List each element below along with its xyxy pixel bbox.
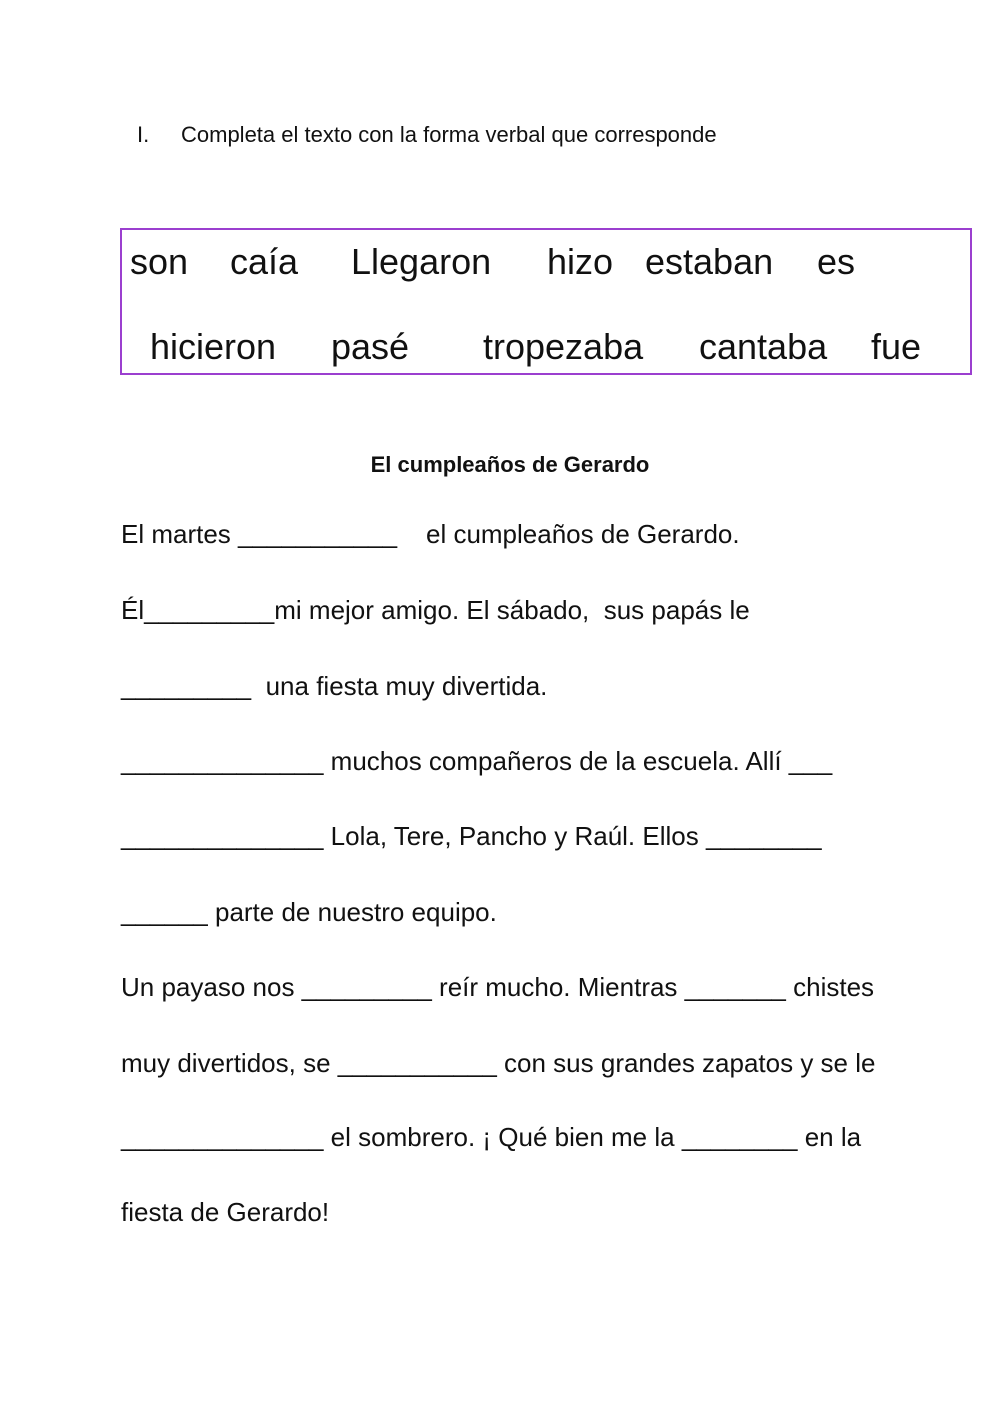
bank-word: hicieron bbox=[150, 326, 277, 367]
story-line: Un payaso nos _________ reír mucho. Mientras _______ chistes bbox=[121, 972, 875, 1002]
bank-word: estaban bbox=[645, 241, 774, 282]
story-line: ______________ Lola, Tere, Pancho y Raúl. Ellos ________ bbox=[121, 821, 822, 851]
bank-word: es bbox=[817, 241, 856, 282]
story-line: ______ parte de nuestro equipo. bbox=[121, 897, 497, 927]
bank-word: son bbox=[130, 241, 189, 282]
story-line: muy divertidos, se ___________ con sus grandes zapatos y se le bbox=[121, 1048, 876, 1078]
story-title: El cumpleaños de Gerardo bbox=[370, 452, 650, 477]
story-line: Él_________mi mejor amigo. El sábado, sus papás le bbox=[121, 595, 750, 625]
story-line: ______________ muchos compañeros de la escuela. Allí ___ bbox=[121, 746, 833, 776]
instruction-number: I. bbox=[137, 122, 150, 147]
bank-word: pasé bbox=[331, 326, 410, 367]
bank-word: Llegaron bbox=[351, 241, 492, 282]
story-line: fiesta de Gerardo! bbox=[121, 1197, 330, 1227]
instruction bbox=[137, 122, 717, 148]
bank-word: cantaba bbox=[699, 326, 828, 367]
instruction-text: Completa el texto con la forma verbal que corresponde bbox=[181, 122, 717, 147]
bank-word: caía bbox=[230, 241, 299, 282]
bank-word: fue bbox=[871, 326, 922, 367]
bank-word: tropezaba bbox=[483, 326, 644, 367]
story-line: ______________ el sombrero. ¡ Qué bien me la ________ en la bbox=[121, 1122, 862, 1152]
bank-word: hizo bbox=[547, 241, 614, 282]
word-bank-box bbox=[120, 228, 972, 375]
story-line: El martes ___________ el cumpleaños de Gerardo. bbox=[121, 519, 740, 549]
story-line: _________ una fiesta muy divertida. bbox=[121, 671, 548, 701]
